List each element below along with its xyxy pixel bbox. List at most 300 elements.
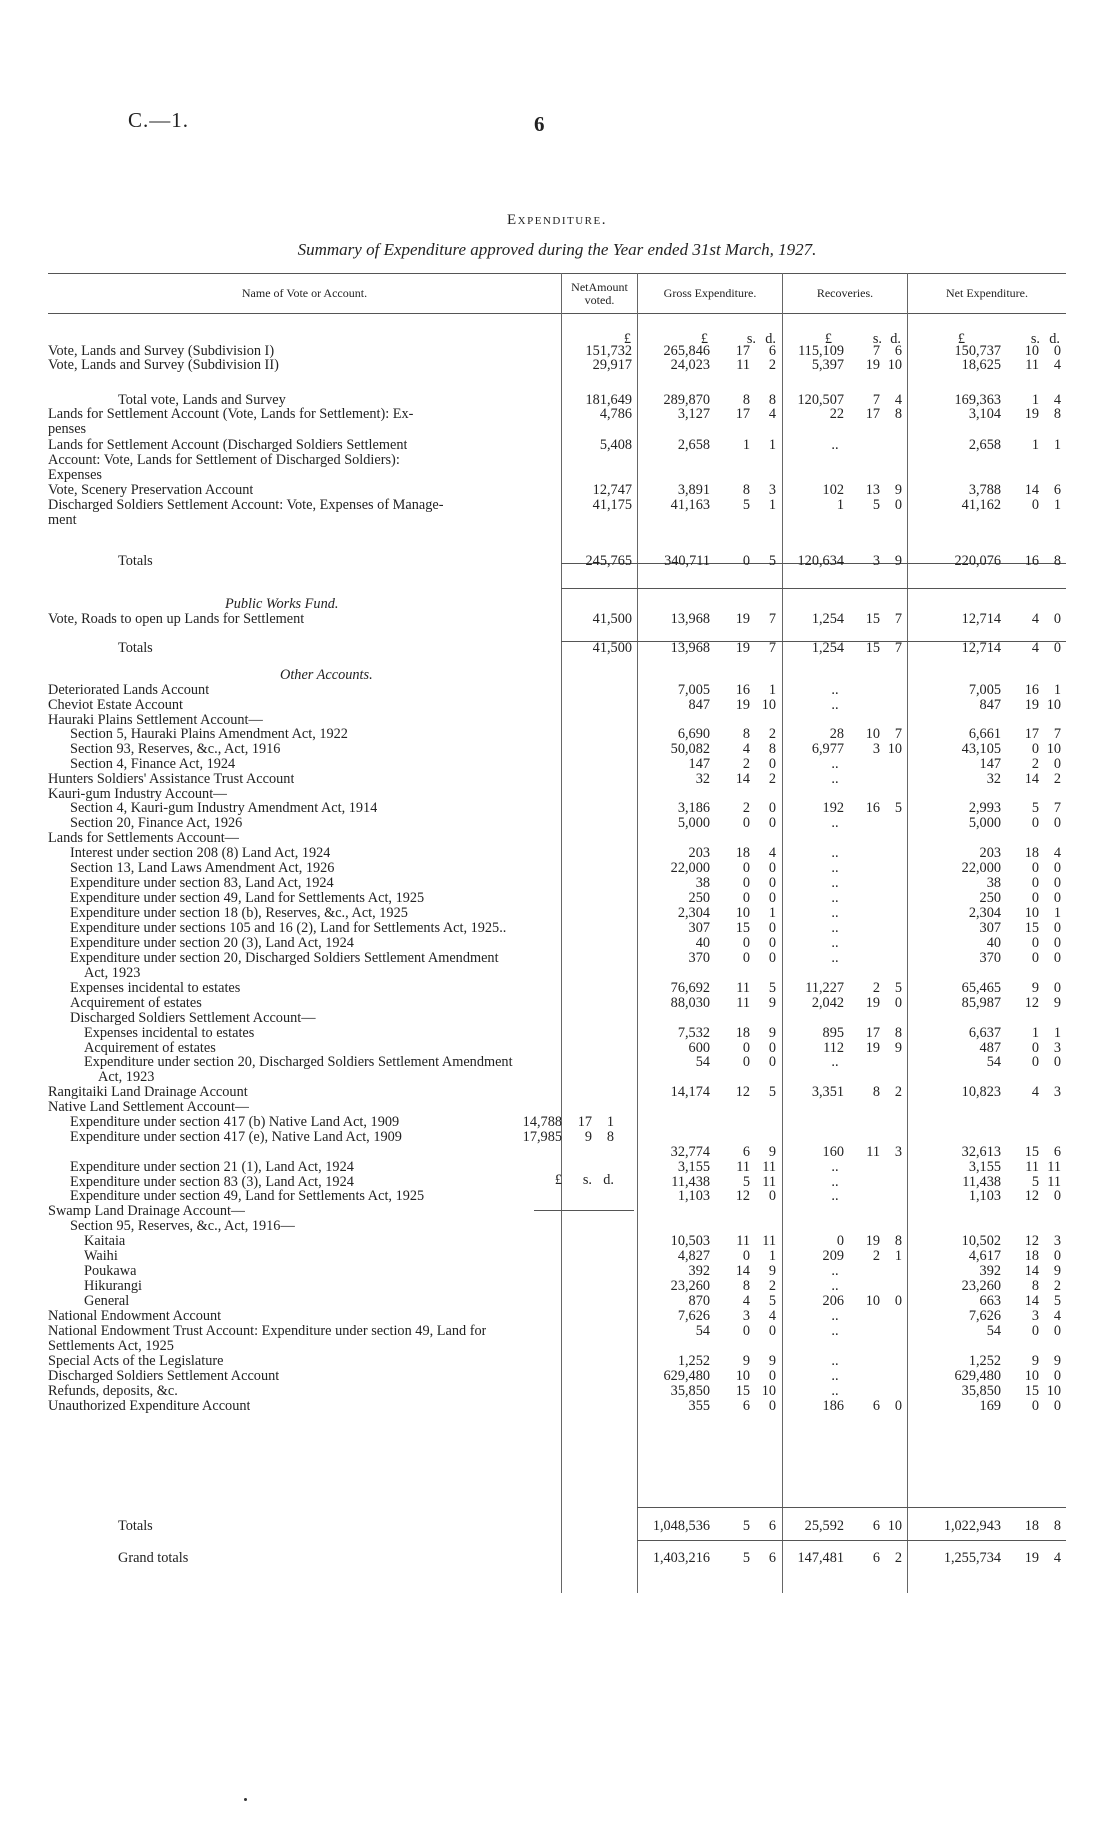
gross-shillings: 19: [735, 611, 750, 627]
recoveries-blank: ..: [831, 860, 839, 876]
gross-pence: 6: [768, 1518, 776, 1534]
recoveries-blank: ..: [831, 1174, 839, 1190]
recoveries-pence: 8: [894, 1025, 902, 1041]
unit-shillings-gross: s.: [746, 331, 756, 347]
recoveries-pounds: 120,507: [797, 392, 844, 408]
net-shillings: 18: [1024, 845, 1039, 861]
gross-pence: 0: [768, 1398, 776, 1414]
net-pence: 0: [1053, 950, 1061, 966]
gross-pence: 0: [768, 815, 776, 831]
row-label: Expenditure under section 83, Land Act, 1924: [70, 875, 334, 891]
table-row: [0, 1084, 1114, 1100]
voted-amount: 41,500: [592, 611, 632, 627]
net-pounds: 3,788: [968, 482, 1001, 498]
net-shillings: 14: [1024, 1263, 1039, 1279]
gross-pence: 1: [768, 1248, 776, 1264]
table-row: [0, 1278, 1114, 1294]
page-title: Expenditure.: [507, 212, 607, 228]
gross-shillings: 17: [735, 406, 750, 422]
gross-pounds: 392: [688, 1263, 710, 1279]
gross-shillings: 4: [742, 1293, 750, 1309]
recoveries-blank: ..: [831, 935, 839, 951]
recoveries-pence: 6: [894, 343, 902, 359]
gross-pounds: 265,846: [663, 343, 710, 359]
gross-pence: 2: [768, 771, 776, 787]
gross-pounds: 14,174: [670, 1084, 710, 1100]
table-row: [0, 890, 1114, 906]
gross-shillings: 11: [736, 357, 750, 373]
net-shillings: 19: [1024, 697, 1039, 713]
row-label: Expenditure under section 49, Land for Settlements Act, 1925: [70, 1188, 425, 1204]
net-shillings: 11: [1025, 357, 1039, 373]
gross-pounds: 1,252: [677, 1353, 710, 1369]
net-shillings: 3: [1031, 1308, 1039, 1324]
table-row: [0, 845, 1114, 861]
row-label: Lands for Settlements Account—: [48, 830, 239, 846]
gross-pounds: 50,082: [670, 741, 710, 757]
gross-pence: 8: [768, 392, 776, 408]
net-shillings: 5: [1031, 1174, 1039, 1190]
net-pence: 8: [1053, 553, 1061, 569]
gross-pounds: 147: [688, 756, 710, 772]
row-label: Section 4, Finance Act, 1924: [70, 756, 236, 772]
voted-amount: 41,175: [592, 497, 632, 513]
gross-shillings: 12: [735, 1084, 750, 1100]
table-row: [0, 1069, 1114, 1085]
net-pence: 0: [1053, 1368, 1061, 1384]
net-shillings: 0: [1031, 1040, 1039, 1056]
gross-pence: 2: [768, 357, 776, 373]
recoveries-blank: ..: [831, 1054, 839, 1070]
gross-pounds: 250: [688, 890, 710, 906]
unit-pence-recoveries: d.: [890, 331, 901, 347]
recoveries-pence: 8: [894, 1233, 902, 1249]
unit-pound-gross: £: [700, 331, 708, 347]
net-pounds: 169: [979, 1398, 1001, 1414]
table-row: [0, 1248, 1114, 1264]
gross-pence: 3: [768, 482, 776, 498]
native-unit-shillings: s.: [582, 1172, 592, 1188]
row-label: Expenditure under section 417 (e), Native Land Act, 1909: [70, 1129, 402, 1145]
recoveries-pounds: 120,634: [797, 553, 844, 569]
row-label: Expenses incidental to estates: [70, 980, 241, 996]
net-pence: 4: [1053, 1308, 1061, 1324]
unit-pence-gross: d.: [765, 331, 776, 347]
recoveries-blank: ..: [831, 697, 839, 713]
net-pence: 6: [1053, 1144, 1061, 1160]
recoveries-shillings: 15: [865, 640, 880, 656]
recoveries-blank: ..: [831, 1278, 839, 1294]
table-row: [0, 771, 1114, 787]
totals-rule-1b: [561, 588, 1066, 589]
net-pounds: 7,005: [968, 682, 1001, 698]
gross-pounds: 22,000: [670, 860, 710, 876]
table-row: [0, 1129, 1114, 1145]
net-pounds: 32,613: [961, 1144, 1001, 1160]
net-shillings: 16: [1024, 553, 1039, 569]
recoveries-shillings: 10: [865, 726, 880, 742]
gross-shillings: 6: [742, 1398, 750, 1414]
gross-pounds: 23,260: [670, 1278, 710, 1294]
voted-amount: 4,786: [599, 406, 632, 422]
recoveries-blank: ..: [831, 1159, 839, 1175]
gross-shillings: 3: [742, 1308, 750, 1324]
row-label: Hauraki Plains Settlement Account—: [48, 712, 263, 728]
recoveries-blank: ..: [831, 1188, 839, 1204]
net-pounds: 6,661: [968, 726, 1001, 742]
net-pounds: 54: [986, 1323, 1001, 1339]
gross-pence: 7: [768, 611, 776, 627]
recoveries-pence: 0: [894, 497, 902, 513]
recoveries-pence: 0: [894, 1293, 902, 1309]
column-header-voted-line1: NetAmount: [571, 280, 628, 294]
recoveries-pence: 7: [894, 726, 902, 742]
gross-shillings: 17: [735, 343, 750, 359]
unit-pound-voted: £: [623, 331, 631, 347]
net-pence: 0: [1053, 860, 1061, 876]
row-label: Expenses incidental to estates: [84, 1025, 255, 1041]
column-header-gross: Gross Expenditure.: [663, 286, 757, 300]
net-pounds: 11,438: [962, 1174, 1001, 1190]
net-shillings: 2: [1031, 756, 1039, 772]
table-row: [0, 697, 1114, 713]
net-shillings: 14: [1024, 482, 1039, 498]
net-pence: 1: [1053, 905, 1061, 921]
recoveries-shillings: 10: [865, 1293, 880, 1309]
recoveries-pounds: 147,481: [797, 1550, 844, 1566]
recoveries-pounds: 2,042: [811, 995, 844, 1011]
row-label: Section 13, Land Laws Amendment Act, 1926: [70, 860, 335, 876]
row-label: Expenditure under section 20 (3), Land Act, 1924: [70, 935, 354, 951]
gross-pounds: 11,438: [671, 1174, 710, 1190]
gross-shillings: 15: [735, 1383, 750, 1399]
gross-pence: 5: [768, 553, 776, 569]
net-pence: 4: [1053, 845, 1061, 861]
net-shillings: 12: [1024, 1233, 1039, 1249]
table-row: [0, 512, 1114, 528]
net-pounds: 38: [986, 875, 1001, 891]
row-label: Expenditure under section 21 (1), Land Act, 1924: [70, 1159, 354, 1175]
net-pounds: 6,637: [968, 1025, 1001, 1041]
gross-shillings: 10: [735, 1368, 750, 1384]
net-pounds: 1,252: [968, 1353, 1001, 1369]
column-header-recoveries: Recoveries.: [816, 286, 874, 300]
table-row: [0, 995, 1114, 1011]
table-row: [0, 682, 1114, 698]
net-pence: 9: [1053, 1263, 1061, 1279]
net-pence: 0: [1053, 1398, 1061, 1414]
table-row: [0, 667, 1114, 683]
net-shillings: 0: [1031, 1323, 1039, 1339]
gross-shillings: 5: [742, 1550, 750, 1566]
recoveries-pounds: 5,397: [811, 357, 844, 373]
gross-pounds: 35,850: [670, 1383, 710, 1399]
gross-shillings: 11: [736, 1233, 750, 1249]
row-label: Acquirement of estates: [84, 1040, 216, 1056]
table-row: [0, 1025, 1114, 1041]
stray-ink-dot: [244, 1798, 247, 1801]
gross-pounds: 3,186: [677, 800, 710, 816]
recoveries-blank: ..: [831, 920, 839, 936]
net-pounds: 2,658: [968, 437, 1001, 453]
table-row: [0, 1550, 1114, 1566]
row-label: Discharged Soldiers Settlement Account: Vote, Expenses of Manage-: [48, 497, 444, 513]
net-shillings: 0: [1031, 1398, 1039, 1414]
net-pence: 4: [1053, 1550, 1061, 1566]
net-shillings: 1: [1031, 392, 1039, 408]
recoveries-shillings: 3: [872, 553, 880, 569]
table-row: [0, 741, 1114, 757]
gross-pence: 5: [768, 980, 776, 996]
recoveries-shillings: 7: [872, 343, 880, 359]
gross-pence: 1: [768, 497, 776, 513]
gross-pence: 0: [768, 756, 776, 772]
row-label: Cheviot Estate Account: [48, 697, 183, 713]
net-pounds: 18,625: [961, 357, 1001, 373]
net-shillings: 5: [1031, 800, 1039, 816]
unit-pound-net: £: [957, 331, 965, 347]
gross-pence: 0: [768, 1188, 776, 1204]
gross-pence: 10: [761, 1383, 776, 1399]
gross-pounds: 1,403,216: [652, 1550, 710, 1566]
row-label: Act, 1923: [98, 1069, 155, 1085]
net-pence: 0: [1053, 815, 1061, 831]
gross-shillings: 8: [742, 726, 750, 742]
gross-pounds: 6,690: [677, 726, 710, 742]
gross-pence: 10: [761, 697, 776, 713]
gross-shillings: 18: [735, 1025, 750, 1041]
table-row: [0, 1188, 1114, 1204]
gross-pounds: 7,532: [677, 1025, 710, 1041]
table-row: [0, 965, 1114, 981]
net-shillings: 4: [1031, 1084, 1039, 1100]
recoveries-shillings: 13: [865, 482, 880, 498]
net-shillings: 10: [1024, 343, 1039, 359]
net-pounds: 370: [979, 950, 1001, 966]
net-pence: 11: [1047, 1159, 1061, 1175]
net-shillings: 1: [1031, 437, 1039, 453]
row-label: Settlements Act, 1925: [48, 1338, 174, 1354]
recoveries-shillings: 15: [865, 611, 880, 627]
gross-shillings: 8: [742, 1278, 750, 1294]
gross-shillings: 15: [735, 920, 750, 936]
recoveries-pounds: 209: [822, 1248, 844, 1264]
table-row: [0, 980, 1114, 996]
voted-amount: 181,649: [585, 392, 632, 408]
table-row: [0, 1293, 1114, 1309]
net-pounds: 85,987: [961, 995, 1001, 1011]
net-pounds: 1,022,943: [943, 1518, 1001, 1534]
gross-shillings: 11: [736, 1159, 750, 1175]
gross-shillings: 5: [742, 1174, 750, 1190]
recoveries-blank: ..: [831, 1383, 839, 1399]
recoveries-pounds: 1: [836, 497, 844, 513]
voted-amount: 151,732: [585, 343, 632, 359]
gross-shillings: 2: [742, 800, 750, 816]
table-row: [0, 1368, 1114, 1384]
recoveries-pence: 3: [894, 1144, 902, 1160]
net-shillings: 1: [1031, 1025, 1039, 1041]
recoveries-pence: 2: [894, 1084, 902, 1100]
report-code: C.—1.: [128, 108, 190, 132]
gross-pounds: 54: [695, 1323, 710, 1339]
recoveries-blank: ..: [831, 1263, 839, 1279]
recoveries-shillings: 3: [872, 741, 880, 757]
net-pence: 1: [1053, 497, 1061, 513]
recoveries-shillings: 19: [865, 357, 880, 373]
gross-pence: 0: [768, 935, 776, 951]
net-shillings: 10: [1024, 905, 1039, 921]
row-label: Lands for Settlement Account (Discharged Soldiers Settlement: [48, 437, 408, 453]
row-label: Deteriorated Lands Account: [48, 682, 210, 698]
gross-pounds: 629,480: [663, 1368, 710, 1384]
net-pounds: 43,105: [961, 741, 1001, 757]
recoveries-blank: ..: [831, 905, 839, 921]
header-bottom-rule: [48, 313, 1066, 314]
net-shillings: 9: [1031, 980, 1039, 996]
gross-shillings: 0: [742, 1248, 750, 1264]
row-label: Hikurangi: [84, 1278, 142, 1294]
net-shillings: 0: [1031, 815, 1039, 831]
row-label: Totals: [118, 640, 153, 656]
gross-shillings: 10: [735, 905, 750, 921]
net-shillings: 14: [1024, 1293, 1039, 1309]
gross-shillings: 9: [742, 1353, 750, 1369]
table-row: [0, 406, 1114, 422]
gross-shillings: 11: [736, 980, 750, 996]
inner-pounds: 14,788: [522, 1114, 562, 1130]
net-pounds: 2,993: [968, 800, 1001, 816]
recoveries-pounds: 112: [823, 1040, 844, 1056]
gross-shillings: 0: [742, 1323, 750, 1339]
row-label: Expenditure under sections 105 and 16 (2), Land for Settlements Act, 1925..: [70, 920, 507, 936]
recoveries-blank: ..: [831, 875, 839, 891]
table-row: [0, 920, 1114, 936]
row-label: Section 20, Finance Act, 1926: [70, 815, 243, 831]
recoveries-blank: ..: [831, 1308, 839, 1324]
row-label: Native Land Settlement Account—: [48, 1099, 250, 1115]
gross-pounds: 870: [688, 1293, 710, 1309]
recoveries-pounds: 28: [829, 726, 844, 742]
row-label: Section 93, Reserves, &c., Act, 1916: [70, 741, 281, 757]
gross-pence: 6: [768, 343, 776, 359]
net-pounds: 23,260: [961, 1278, 1001, 1294]
table-row: [0, 1114, 1114, 1130]
table-row: [0, 756, 1114, 772]
net-shillings: 18: [1024, 1248, 1039, 1264]
net-shillings: 18: [1024, 1518, 1039, 1534]
table-row: [0, 611, 1114, 627]
recoveries-pounds: 6,977: [811, 741, 844, 757]
net-pounds: 3,104: [968, 406, 1001, 422]
row-label: Rangitaiki Land Drainage Account: [48, 1084, 248, 1100]
recoveries-shillings: 6: [872, 1398, 880, 1414]
recoveries-shillings: 8: [872, 1084, 880, 1100]
unit-pound-recoveries: £: [824, 331, 832, 347]
recoveries-shillings: 17: [865, 406, 880, 422]
row-label: Expenses: [48, 467, 102, 483]
net-pence: 6: [1053, 482, 1061, 498]
net-pounds: 65,465: [961, 980, 1001, 996]
gross-shillings: 0: [742, 950, 750, 966]
gross-shillings: 0: [742, 553, 750, 569]
net-pence: 2: [1053, 1278, 1061, 1294]
net-pounds: 169,363: [954, 392, 1001, 408]
net-pounds: 4,617: [968, 1248, 1001, 1264]
row-label: Act, 1923: [84, 965, 141, 981]
gross-pounds: 3,155: [677, 1159, 710, 1175]
net-pence: 10: [1046, 1383, 1061, 1399]
row-label: Section 5, Hauraki Plains Amendment Act, 1922: [70, 726, 348, 742]
net-pence: 0: [1053, 1248, 1061, 1264]
net-pence: 3: [1053, 1233, 1061, 1249]
gross-pence: 2: [768, 726, 776, 742]
gross-pence: 7: [768, 640, 776, 656]
table-row: [0, 1518, 1114, 1534]
net-pence: 4: [1053, 392, 1061, 408]
net-pounds: 41,162: [961, 497, 1001, 513]
gross-pounds: 76,692: [670, 980, 710, 996]
row-label: Grand totals: [118, 1550, 189, 1566]
recoveries-shillings: 6: [872, 1518, 880, 1534]
gross-shillings: 12: [735, 1188, 750, 1204]
gross-pence: 9: [768, 1353, 776, 1369]
recoveries-blank: ..: [831, 890, 839, 906]
recoveries-pounds: 186: [822, 1398, 844, 1414]
unit-shillings-recoveries: s.: [872, 331, 882, 347]
inner-shillings: 17: [577, 1114, 592, 1130]
table-row: [0, 596, 1114, 612]
row-label: Kaitaia: [84, 1233, 126, 1249]
page-number: 6: [534, 112, 545, 136]
row-label: penses: [48, 421, 87, 437]
recoveries-pounds: 115,109: [798, 343, 844, 359]
net-pence: 3: [1053, 1040, 1061, 1056]
gross-pence: 9: [768, 995, 776, 1011]
gross-pence: 11: [762, 1174, 776, 1190]
recoveries-pence: 10: [887, 1518, 902, 1534]
gross-pounds: 355: [688, 1398, 710, 1414]
gross-pounds: 54: [695, 1054, 710, 1070]
table-row: [0, 1398, 1114, 1414]
net-shillings: 9: [1031, 1353, 1039, 1369]
net-shillings: 0: [1031, 935, 1039, 951]
row-label: Poukawa: [84, 1263, 137, 1279]
table-row: [0, 1233, 1114, 1249]
column-header-voted: [562, 281, 637, 307]
gross-pence: 9: [768, 1263, 776, 1279]
gross-pence: 0: [768, 890, 776, 906]
net-pence: 10: [1046, 741, 1061, 757]
recoveries-blank: ..: [831, 682, 839, 698]
gross-shillings: 18: [735, 845, 750, 861]
table-row: [0, 860, 1114, 876]
inner-shillings: 9: [584, 1129, 592, 1145]
gross-pounds: 7,626: [677, 1308, 710, 1324]
grand-totals-rule: [637, 1540, 1066, 1541]
gross-pounds: 32,774: [670, 1144, 710, 1160]
table-row: [0, 726, 1114, 742]
recoveries-pence: 10: [887, 741, 902, 757]
net-pence: 0: [1053, 756, 1061, 772]
row-label: Vote, Lands and Survey (Subdivision II): [48, 357, 279, 373]
net-pence: 7: [1053, 800, 1061, 816]
gross-pence: 8: [768, 741, 776, 757]
recoveries-pounds: 25,592: [804, 1518, 844, 1534]
row-label: Acquirement of estates: [70, 995, 202, 1011]
recoveries-pence: 9: [894, 1040, 902, 1056]
net-pence: 1: [1053, 682, 1061, 698]
